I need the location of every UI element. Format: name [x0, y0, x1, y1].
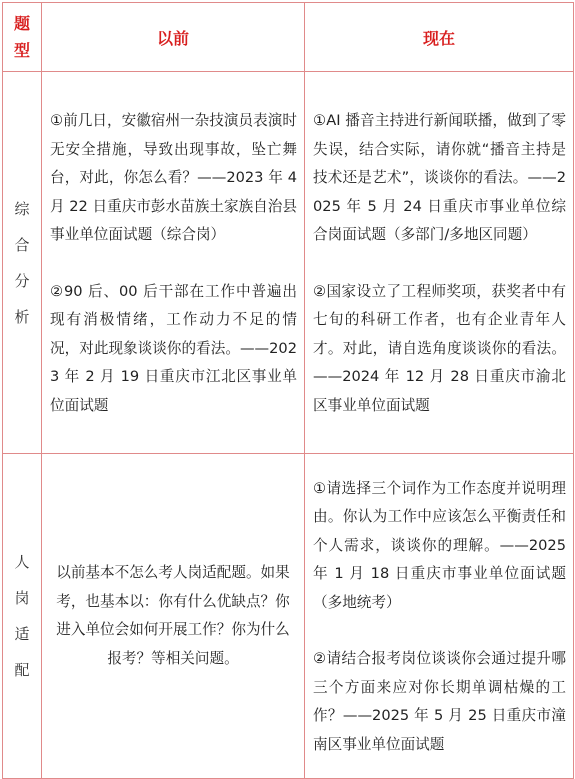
- question-text: ②国家设立了工程师奖项，获奖者中有七旬的科研工作者，也有企业青年人才。对此，请自选角度谈谈你的看法。——2024 年 12 月 28 日重庆市渝北区事业单位面试题: [313, 282, 566, 414]
- table-row: [3, 72, 574, 454]
- row-type-char: 析: [14, 307, 30, 326]
- question-text: ①请选择三个词作为工作态度并说明理由。你认为工作中应该怎么平衡责任和个人需求，谈谈你的理解。——2025 年 1 月 18 日重庆市事业单位面试题（多地统考）: [313, 479, 566, 611]
- row-type-char: 配: [14, 661, 30, 679]
- row-type-char: 分: [14, 271, 30, 290]
- table-row: [3, 454, 574, 779]
- row-type-char: 岗: [14, 589, 30, 607]
- question-text: ①AI 播音主持进行新闻联播，做到了零失误，结合实际，请你就“播音主持是技术还是艺术”，谈谈你的看法。——2025 年 5 月 24 日重庆市事业单位综合岗面试题（多部门/多地区同题）: [313, 112, 566, 243]
- now-cell: [305, 454, 574, 779]
- question-text: 以前基本不怎么考人岗适配题。如果考，也基本以：你有什么优缺点？你进入单位会如何开展工作？你为什么报考？等相关问题。: [56, 564, 290, 667]
- question-text: ①前几日，安徽宿州一杂技演员表演时无安全措施，导致出现事故，坠亡舞台，对此，你怎么看？——2023 年 4 月 22 日重庆市彭水苗族土家族自治县事业单位面试题（综合岗）: [50, 112, 297, 243]
- row-type-char: 人: [14, 553, 30, 571]
- header-type: [3, 3, 42, 72]
- row-type-cell: [3, 72, 42, 454]
- header-before: 以前: [42, 3, 305, 72]
- row-type-char: 合: [14, 235, 30, 254]
- before-cell: [42, 72, 305, 454]
- question-text: ②90 后、00 后干部在工作中普遍出现有消极情绪，工作动力不足的情况，对此现象谈谈你的看法。——2023 年 2 月 19 日重庆市江北区事业单位面试题: [50, 282, 297, 414]
- header-type-char: 题: [13, 14, 30, 33]
- row-type-char: 适: [14, 625, 30, 643]
- row-type-char: 综: [14, 199, 30, 218]
- header-row: [3, 3, 574, 72]
- row-type-cell: [3, 454, 42, 779]
- now-cell: [305, 72, 574, 454]
- header-now: 现在: [305, 3, 574, 72]
- comparison-table: [2, 2, 574, 779]
- before-cell: [42, 454, 305, 779]
- header-type-char: 型: [13, 41, 30, 60]
- question-text: ②请结合报考岗位谈谈你会通过提升哪三个方面来应对你长期单调枯燥的工作？——2025 年 5 月 25 日重庆市潼南区事业单位面试题: [313, 650, 566, 753]
